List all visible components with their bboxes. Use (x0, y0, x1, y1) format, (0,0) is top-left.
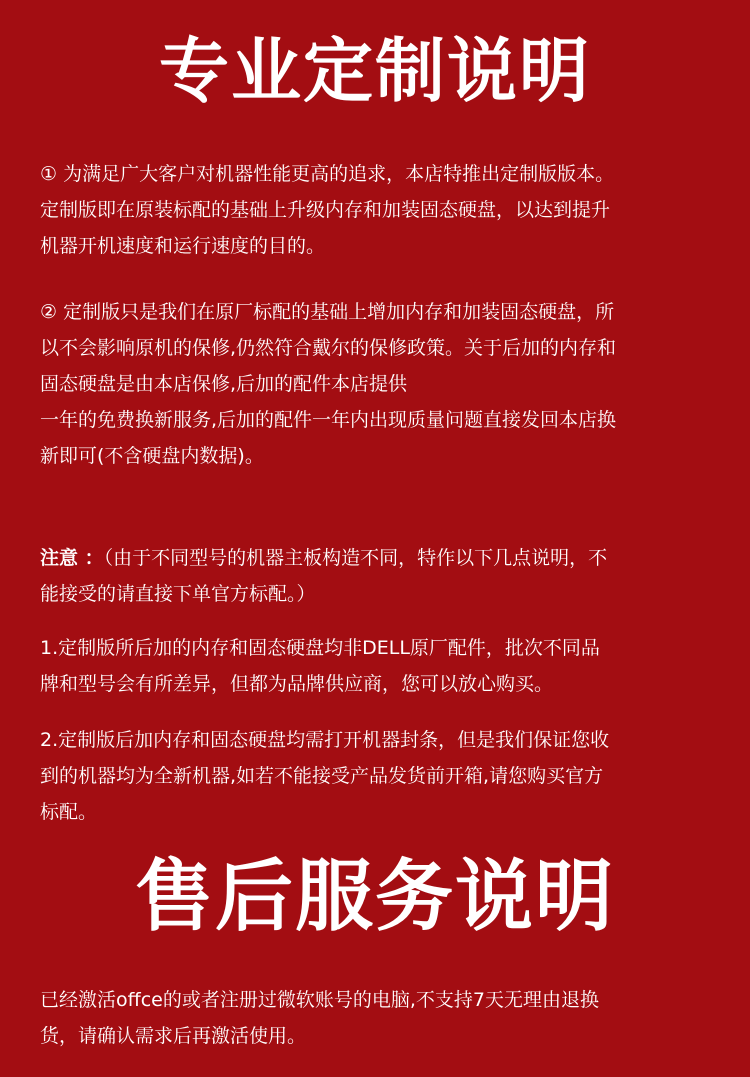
warranty-line: 以不会影响原机的保修,仍然符合戴尔的保修政策。关于后加的内存和 (40, 337, 617, 359)
note-line: 能接受的请直接下单官方标配。） (40, 583, 316, 605)
point-2-line: 到的机器均为全新机器,如若不能接受产品发货前开箱,请您购买官方 (40, 765, 604, 787)
after-sales-line: 货，请确认需求后再激活使用。 (40, 1025, 307, 1047)
point-1-line: 牌和型号会有所差异，但都为品牌供应商，您可以放心购买。 (40, 673, 554, 695)
warranty-line: 一年的免费换新服务,后加的配件一年内出现质量问题直接发回本店换 (40, 409, 617, 431)
intro-line: ① 为满足广大客户对机器性能更高的追求，本店特推出定制版版本。 (40, 163, 615, 185)
intro-paragraph (40, 156, 712, 264)
note-text: （由于不同型号的机器主板构造不同，特作以下几点说明，不 (103, 547, 608, 569)
after-sales-title: 售后服务说明 (134, 852, 615, 942)
warranty-line: 新即可(不含硬盘内数据)。 (40, 445, 264, 467)
point-1-line: 1.定制版所后加的内存和固态硬盘均非DELL原厂配件，批次不同品 (40, 637, 600, 659)
intro-line: 定制版即在原装标配的基础上升级内存和加装固态硬盘，以达到提升 (40, 199, 611, 221)
after-sales-paragraph (40, 982, 712, 1054)
point-1-paragraph (40, 630, 712, 702)
note-label: 注意 ： (40, 547, 104, 569)
custom-edition-title: 专业定制说明 (159, 30, 591, 112)
note-paragraph (40, 540, 712, 612)
warranty-line: 固态硬盘是由本店保修,后加的配件本店提供 (40, 373, 408, 395)
note-line (40, 540, 712, 576)
warranty-line: ② 定制版只是我们在原厂标配的基础上增加内存和加装固态硬盘，所 (40, 301, 615, 323)
intro-line: 机器开机速度和运行速度的目的。 (40, 235, 326, 257)
point-2-paragraph (40, 722, 712, 830)
after-sales-line: 已经激活offce的或者注册过微软账号的电脑,不支持7天无理由退换 (40, 989, 599, 1011)
point-2-line: 标配。 (40, 801, 98, 823)
warranty-paragraph (40, 294, 712, 474)
point-2-line: 2.定制版后加内存和固态硬盘均需打开机器封条，但是我们保证您收 (40, 729, 610, 751)
